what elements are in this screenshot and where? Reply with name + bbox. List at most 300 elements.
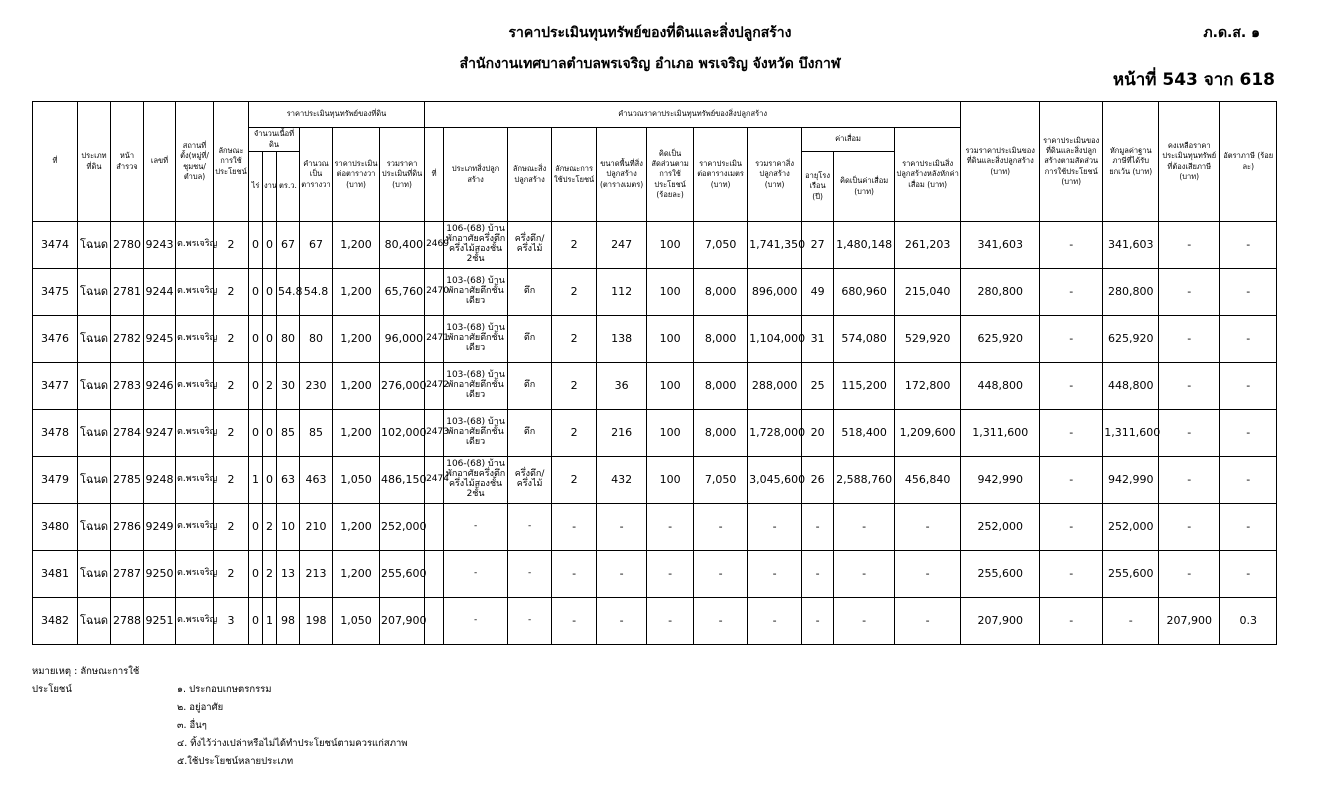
cell-ngan: 1 xyxy=(263,598,277,645)
cell-b-dep: 1,480,148 xyxy=(834,222,895,269)
cell-b-ratio: 100 xyxy=(647,269,694,316)
cell-usage: 2 xyxy=(214,269,249,316)
cell-b-type: 103-(68) บ้านพักอาศัยตึกชั้นเดียว xyxy=(444,410,508,457)
col-price-per-wa: ราคาประเมินต่อตารางวา (บาท) xyxy=(333,128,380,222)
cell-calc-wa: 210 xyxy=(300,504,333,551)
cell-b-ratio: 100 xyxy=(647,222,694,269)
note-item: ๒. อยู่อาศัย xyxy=(177,702,224,713)
col-survey-page: หน้าสำรวจ xyxy=(111,102,144,222)
cell-land-type: โฉนด xyxy=(78,410,111,457)
office-name: สำนักงานเทศบาลตำบลพรเจริญ อำเภอ พรเจริญ จังหวัด บึงกาฬ xyxy=(459,56,841,72)
cell-remain: - xyxy=(1159,457,1220,504)
cell-b-style: ตึก xyxy=(508,410,552,457)
cell-b-area: 36 xyxy=(597,363,647,410)
cell-location: ต.พรเจริญ xyxy=(176,457,214,504)
col-ngan: งาน xyxy=(263,152,277,222)
cell-remain: - xyxy=(1159,222,1220,269)
cell-rai: 0 xyxy=(249,410,263,457)
col-wa: ตร.ว. xyxy=(277,152,300,222)
cell-b-no: 2471 xyxy=(425,316,444,363)
cell-rai: 0 xyxy=(249,504,263,551)
cell-land-type: โฉนด xyxy=(78,363,111,410)
col-ratio-value: ราคาประเมินของที่ดินและสิ่งปลูกสร้างตามสัดส่วนการใช้ประโยชน์ (บาท) xyxy=(1040,102,1103,222)
cell-b-dep: - xyxy=(834,504,895,551)
cell-b-no: 2472 xyxy=(425,363,444,410)
cell-price-per-wa: 1,200 xyxy=(333,551,380,598)
cell-b-price-sqm: 7,050 xyxy=(694,457,748,504)
cell-deduct: 625,920 xyxy=(1103,316,1159,363)
col-b-usage: ลักษณะการใช้ประโยชน์ xyxy=(552,128,597,222)
cell-location: ต.พรเจริญ xyxy=(176,269,214,316)
cell-rai: 0 xyxy=(249,269,263,316)
cell-price-per-wa: 1,200 xyxy=(333,316,380,363)
cell-b-price-sqm: - xyxy=(694,504,748,551)
cell-b-after: 1,209,600 xyxy=(895,410,961,457)
cell-b-style: ครึ่งตึก/ครึ่งไม้ xyxy=(508,457,552,504)
col-no: ที่ xyxy=(33,102,78,222)
cell-rai: 0 xyxy=(249,598,263,645)
cell-land-type: โฉนด xyxy=(78,504,111,551)
col-b-dep: คิดเป็นค่าเสื่อม (บาท) xyxy=(834,152,895,222)
cell-land-type: โฉนด xyxy=(78,598,111,645)
cell-total: 280,800 xyxy=(961,269,1040,316)
cell-ratio-value: - xyxy=(1040,316,1103,363)
col-b-no: ที่ xyxy=(425,128,444,222)
cell-b-price-sqm: 8,000 xyxy=(694,410,748,457)
cell-rai: 1 xyxy=(249,457,263,504)
cell-ngan: 0 xyxy=(263,457,277,504)
cell-price-per-wa: 1,200 xyxy=(333,222,380,269)
cell-ratio-value: - xyxy=(1040,222,1103,269)
cell-b-usage: 2 xyxy=(552,222,597,269)
cell-ngan: 2 xyxy=(263,551,277,598)
cell-b-usage: 2 xyxy=(552,316,597,363)
cell-wa: 13 xyxy=(277,551,300,598)
table-row xyxy=(33,410,1329,457)
cell-wa: 80 xyxy=(277,316,300,363)
cell-b-price-sqm: - xyxy=(694,598,748,645)
col-location: สถานที่ตั้ง(หมู่ที่/ชุมชน/ตำบล) xyxy=(176,102,214,222)
col-b-style: ลักษณะสิ่งปลูกสร้าง xyxy=(508,128,552,222)
group-depreciation: ค่าเสื่อม xyxy=(802,128,895,152)
col-b-price-sqm: ราคาประเมินต่อตารางเมตร (บาท) xyxy=(694,128,748,222)
cell-rai: 0 xyxy=(249,222,263,269)
cell-b-style: - xyxy=(508,504,552,551)
cell-b-usage: 2 xyxy=(552,457,597,504)
group-area: จำนวนเนื้อที่ดิน xyxy=(249,128,300,152)
cell-b-dep: 115,200 xyxy=(834,363,895,410)
cell-b-price-sqm: 8,000 xyxy=(694,363,748,410)
cell-wa: 63 xyxy=(277,457,300,504)
cell-land-total: 65,760 xyxy=(380,269,425,316)
cell-ratio-value: - xyxy=(1040,363,1103,410)
cell-land-total: 252,000 xyxy=(380,504,425,551)
cell-calc-wa: 463 xyxy=(300,457,333,504)
cell-ngan: 0 xyxy=(263,316,277,363)
cell-total: 625,920 xyxy=(961,316,1040,363)
cell-ngan: 0 xyxy=(263,222,277,269)
cell-tax-rate: - xyxy=(1220,457,1277,504)
cell-b-no xyxy=(425,504,444,551)
note-item: ๑. ประกอบเกษตรกรรม xyxy=(177,684,272,695)
cell-number: 9251 xyxy=(144,598,176,645)
cell-location: ต.พรเจริญ xyxy=(176,551,214,598)
cell-usage: 2 xyxy=(214,316,249,363)
col-b-total: รวมราคาสิ่งปลูกสร้าง (บาท) xyxy=(748,128,802,222)
cell-b-after: 215,040 xyxy=(895,269,961,316)
note-item: ๔. ทิ้งไว้ว่างเปล่าหรือไม่ได้ทำประโยชน์ตามควรแก่สภาพ xyxy=(177,738,408,749)
cell-location: ต.พรเจริญ xyxy=(176,598,214,645)
cell-b-style: - xyxy=(508,598,552,645)
cell-b-age: 31 xyxy=(802,316,834,363)
cell-no: 3481 xyxy=(33,551,78,598)
cell-land-total: 486,150 xyxy=(380,457,425,504)
cell-ratio-value: - xyxy=(1040,598,1103,645)
cell-b-dep: 574,080 xyxy=(834,316,895,363)
col-calc-wa: คำนวณเป็นตารางวา xyxy=(300,128,333,222)
cell-number: 9249 xyxy=(144,504,176,551)
cell-wa: 85 xyxy=(277,410,300,457)
cell-land-type: โฉนด xyxy=(78,551,111,598)
cell-survey-page: 2783 xyxy=(111,363,144,410)
cell-survey-page: 2784 xyxy=(111,410,144,457)
table-row xyxy=(33,269,1329,316)
cell-b-price-sqm: 8,000 xyxy=(694,269,748,316)
cell-no: 3476 xyxy=(33,316,78,363)
col-tax-rate: อัตราภาษี (ร้อยละ) xyxy=(1220,102,1277,222)
notes-label: หมายเหตุ : ลักษณะการใช้ประโยชน์ xyxy=(32,666,140,695)
cell-b-ratio: - xyxy=(647,504,694,551)
cell-deduct: 341,603 xyxy=(1103,222,1159,269)
cell-b-usage: - xyxy=(552,504,597,551)
cell-b-age: 25 xyxy=(802,363,834,410)
cell-b-price-sqm: - xyxy=(694,551,748,598)
cell-rai: 0 xyxy=(249,551,263,598)
col-rai: ไร่ xyxy=(249,152,263,222)
cell-deduct: 448,800 xyxy=(1103,363,1159,410)
cell-number: 9245 xyxy=(144,316,176,363)
cell-survey-page: 2787 xyxy=(111,551,144,598)
cell-land-type: โฉนด xyxy=(78,269,111,316)
cell-deduct: 252,000 xyxy=(1103,504,1159,551)
cell-total: 1,311,600 xyxy=(961,410,1040,457)
cell-b-total: 3,045,600 xyxy=(748,457,802,504)
cell-b-total: 1,741,350 xyxy=(748,222,802,269)
cell-land-total: 276,000 xyxy=(380,363,425,410)
cell-b-usage: - xyxy=(552,598,597,645)
cell-b-area: - xyxy=(597,504,647,551)
cell-no: 3477 xyxy=(33,363,78,410)
cell-usage: 2 xyxy=(214,504,249,551)
cell-survey-page: 2786 xyxy=(111,504,144,551)
cell-tax-rate: - xyxy=(1220,363,1277,410)
cell-tax-rate: - xyxy=(1220,410,1277,457)
cell-total: 255,600 xyxy=(961,551,1040,598)
cell-price-per-wa: 1,200 xyxy=(333,269,380,316)
cell-no: 3474 xyxy=(33,222,78,269)
cell-remain: - xyxy=(1159,269,1220,316)
cell-location: ต.พรเจริญ xyxy=(176,316,214,363)
cell-remain: - xyxy=(1159,504,1220,551)
col-usage: ลักษณะการใช้ประโยชน์ xyxy=(214,102,249,222)
cell-b-type: 106-(68) บ้านพักอาศัยครึ่งตึกครึ่งไม้สองชั้น 2ชั้น xyxy=(444,222,508,269)
cell-total: 448,800 xyxy=(961,363,1040,410)
cell-survey-page: 2781 xyxy=(111,269,144,316)
cell-b-dep: 2,588,760 xyxy=(834,457,895,504)
table-row xyxy=(33,316,1329,363)
cell-b-no: 2474 xyxy=(425,457,444,504)
cell-survey-page: 2785 xyxy=(111,457,144,504)
cell-b-after: 261,203 xyxy=(895,222,961,269)
cell-b-price-sqm: 7,050 xyxy=(694,222,748,269)
cell-calc-wa: 85 xyxy=(300,410,333,457)
table-row xyxy=(33,551,1329,598)
cell-rai: 0 xyxy=(249,363,263,410)
cell-price-per-wa: 1,200 xyxy=(333,410,380,457)
cell-number: 9250 xyxy=(144,551,176,598)
cell-b-total: - xyxy=(748,551,802,598)
cell-b-dep: - xyxy=(834,551,895,598)
cell-ngan: 0 xyxy=(263,269,277,316)
cell-b-no: 2470 xyxy=(425,269,444,316)
table-row xyxy=(33,598,1329,645)
cell-number: 9244 xyxy=(144,269,176,316)
cell-ratio-value: - xyxy=(1040,504,1103,551)
group-building: คำนวณราคาประเมินทุนทรัพย์ของสิ่งปลูกสร้าง xyxy=(425,102,961,128)
col-number: เลขที่ xyxy=(144,102,176,222)
cell-ngan: 2 xyxy=(263,363,277,410)
cell-land-total: 207,900 xyxy=(380,598,425,645)
cell-b-no xyxy=(425,551,444,598)
cell-b-area: 247 xyxy=(597,222,647,269)
cell-b-type: - xyxy=(444,598,508,645)
cell-wa: 54.8 xyxy=(277,269,300,316)
cell-location: ต.พรเจริญ xyxy=(176,363,214,410)
cell-ratio-value: - xyxy=(1040,410,1103,457)
cell-tax-rate: - xyxy=(1220,551,1277,598)
cell-b-area: 112 xyxy=(597,269,647,316)
table-row xyxy=(33,363,1329,410)
cell-calc-wa: 213 xyxy=(300,551,333,598)
col-b-age: อายุโรงเรือน (ปี) xyxy=(802,152,834,222)
cell-calc-wa: 54.8 xyxy=(300,269,333,316)
table-body xyxy=(33,222,1329,645)
col-remain: คงเหลือราคาประเมินทุนทรัพย์ที่ต้องเสียภาษี (บาท) xyxy=(1159,102,1220,222)
cell-tax-rate: - xyxy=(1220,222,1277,269)
cell-usage: 2 xyxy=(214,222,249,269)
cell-survey-page: 2788 xyxy=(111,598,144,645)
col-b-area: ขนาดพื้นที่สิ่งปลูกสร้าง (ตารางเมตร) xyxy=(597,128,647,222)
cell-b-ratio: 100 xyxy=(647,410,694,457)
cell-land-total: 255,600 xyxy=(380,551,425,598)
col-deduct: หักมูลค่าฐานภาษีที่ได้รับยกเว้น (บาท) xyxy=(1103,102,1159,222)
cell-ratio-value: - xyxy=(1040,551,1103,598)
cell-b-area: - xyxy=(597,551,647,598)
cell-calc-wa: 198 xyxy=(300,598,333,645)
cell-calc-wa: 80 xyxy=(300,316,333,363)
cell-rai: 0 xyxy=(249,316,263,363)
cell-land-type: โฉนด xyxy=(78,222,111,269)
cell-b-usage: 2 xyxy=(552,269,597,316)
col-land-total: รวมราคาประเมินที่ดิน (บาท) xyxy=(380,128,425,222)
cell-tax-rate: 0.3 xyxy=(1220,598,1277,645)
cell-b-type: 106-(68) บ้านพักอาศัยครึ่งตึกครึ่งไม้สองชั้น 2ชั้น xyxy=(444,457,508,504)
cell-b-after: 172,800 xyxy=(895,363,961,410)
cell-tax-rate: - xyxy=(1220,504,1277,551)
cell-location: ต.พรเจริญ xyxy=(176,410,214,457)
cell-remain: - xyxy=(1159,363,1220,410)
cell-b-usage: 2 xyxy=(552,363,597,410)
col-b-type: ประเภทสิ่งปลูกสร้าง xyxy=(444,128,508,222)
cell-b-style: ตึก xyxy=(508,316,552,363)
cell-wa: 10 xyxy=(277,504,300,551)
cell-b-price-sqm: 8,000 xyxy=(694,316,748,363)
cell-price-per-wa: 1,050 xyxy=(333,598,380,645)
cell-calc-wa: 230 xyxy=(300,363,333,410)
cell-b-total: - xyxy=(748,504,802,551)
cell-wa: 98 xyxy=(277,598,300,645)
cell-deduct: 1,311,600 xyxy=(1103,410,1159,457)
cell-b-total: 1,104,000 xyxy=(748,316,802,363)
cell-b-age: - xyxy=(802,504,834,551)
cell-no: 3478 xyxy=(33,410,78,457)
cell-b-total: - xyxy=(748,598,802,645)
col-b-after: ราคาประเมินสิ่งปลูกสร้างหลังหักค่าเสื่อม (บาท) xyxy=(895,128,961,222)
cell-usage: 2 xyxy=(214,551,249,598)
note-item: ๓. อื่นๆ xyxy=(177,720,207,731)
cell-ngan: 2 xyxy=(263,504,277,551)
cell-no: 3480 xyxy=(33,504,78,551)
cell-total: 942,990 xyxy=(961,457,1040,504)
cell-total: 341,603 xyxy=(961,222,1040,269)
cell-b-ratio: - xyxy=(647,598,694,645)
cell-number: 9246 xyxy=(144,363,176,410)
cell-deduct: 255,600 xyxy=(1103,551,1159,598)
cell-b-after: 456,840 xyxy=(895,457,961,504)
cell-ratio-value: - xyxy=(1040,457,1103,504)
cell-location: ต.พรเจริญ xyxy=(176,504,214,551)
cell-ngan: 0 xyxy=(263,410,277,457)
cell-b-area: 138 xyxy=(597,316,647,363)
cell-b-no: 2469 xyxy=(425,222,444,269)
cell-b-usage: 2 xyxy=(552,410,597,457)
assessment-table xyxy=(32,101,1329,645)
cell-usage: 2 xyxy=(214,363,249,410)
col-total: รวมราคาประเมินของที่ดินและสิ่งปลูกสร้าง (บาท) xyxy=(961,102,1040,222)
cell-survey-page: 2780 xyxy=(111,222,144,269)
cell-land-type: โฉนด xyxy=(78,457,111,504)
cell-remain: - xyxy=(1159,316,1220,363)
cell-b-ratio: 100 xyxy=(647,316,694,363)
cell-b-age: 20 xyxy=(802,410,834,457)
cell-b-after: 529,920 xyxy=(895,316,961,363)
cell-b-no xyxy=(425,598,444,645)
cell-usage: 3 xyxy=(214,598,249,645)
cell-b-age: 26 xyxy=(802,457,834,504)
cell-b-type: 103-(68) บ้านพักอาศัยตึกชั้นเดียว xyxy=(444,269,508,316)
cell-land-total: 102,000 xyxy=(380,410,425,457)
cell-no: 3475 xyxy=(33,269,78,316)
cell-b-type: - xyxy=(444,551,508,598)
cell-total: 207,900 xyxy=(961,598,1040,645)
cell-usage: 2 xyxy=(214,410,249,457)
cell-b-type: 103-(68) บ้านพักอาศัยตึกชั้นเดียว xyxy=(444,316,508,363)
document-title: ราคาประเมินทุนทรัพย์ของที่ดินและสิ่งปลูกสร้าง xyxy=(508,25,792,41)
cell-b-total: 1,728,000 xyxy=(748,410,802,457)
col-b-ratio: คิดเป็นสัดส่วนตามการใช้ประโยชน์ (ร้อยละ) xyxy=(647,128,694,222)
cell-b-dep: 518,400 xyxy=(834,410,895,457)
cell-deduct: 280,800 xyxy=(1103,269,1159,316)
cell-b-ratio: 100 xyxy=(647,457,694,504)
cell-b-style: ตึก xyxy=(508,269,552,316)
cell-location: ต.พรเจริญ xyxy=(176,222,214,269)
cell-b-age: 49 xyxy=(802,269,834,316)
cell-land-total: 96,000 xyxy=(380,316,425,363)
cell-price-per-wa: 1,200 xyxy=(333,504,380,551)
cell-land-total: 80,400 xyxy=(380,222,425,269)
cell-remain: - xyxy=(1159,551,1220,598)
cell-b-area: 432 xyxy=(597,457,647,504)
cell-survey-page: 2782 xyxy=(111,316,144,363)
cell-remain: - xyxy=(1159,410,1220,457)
cell-b-total: 288,000 xyxy=(748,363,802,410)
cell-b-age: 27 xyxy=(802,222,834,269)
cell-land-type: โฉนด xyxy=(78,316,111,363)
cell-price-per-wa: 1,200 xyxy=(333,363,380,410)
page-number: หน้าที่ 543 จาก 618 xyxy=(1112,70,1275,90)
cell-b-age: - xyxy=(802,598,834,645)
cell-b-type: - xyxy=(444,504,508,551)
table-row xyxy=(33,222,1329,269)
cell-b-area: 216 xyxy=(597,410,647,457)
group-land: ราคาประเมินทุนทรัพย์ของที่ดิน xyxy=(249,102,425,128)
cell-b-after: - xyxy=(895,504,961,551)
cell-b-dep: 680,960 xyxy=(834,269,895,316)
cell-no: 3479 xyxy=(33,457,78,504)
cell-calc-wa: 67 xyxy=(300,222,333,269)
table-row xyxy=(33,457,1329,504)
table-row xyxy=(33,504,1329,551)
cell-b-dep: - xyxy=(834,598,895,645)
cell-number: 9243 xyxy=(144,222,176,269)
cell-b-ratio: - xyxy=(647,551,694,598)
cell-b-usage: - xyxy=(552,551,597,598)
cell-b-after: - xyxy=(895,551,961,598)
cell-number: 9248 xyxy=(144,457,176,504)
cell-b-total: 896,000 xyxy=(748,269,802,316)
cell-b-no: 2473 xyxy=(425,410,444,457)
cell-b-age: - xyxy=(802,551,834,598)
cell-no: 3482 xyxy=(33,598,78,645)
note-item: ๕.ใช้ประโยชน์หลายประเภท xyxy=(177,756,294,767)
cell-remain: 207,900 xyxy=(1159,598,1220,645)
col-land-type: ประเภทที่ดิน xyxy=(78,102,111,222)
cell-tax-rate: - xyxy=(1220,269,1277,316)
cell-b-after: - xyxy=(895,598,961,645)
notes xyxy=(32,663,408,771)
cell-price-per-wa: 1,050 xyxy=(333,457,380,504)
form-code: ภ.ด.ส. ๑ xyxy=(1203,25,1260,41)
cell-b-ratio: 100 xyxy=(647,363,694,410)
cell-b-style: ตึก xyxy=(508,363,552,410)
cell-b-area: - xyxy=(597,598,647,645)
cell-b-style: - xyxy=(508,551,552,598)
cell-deduct: - xyxy=(1103,598,1159,645)
cell-total: 252,000 xyxy=(961,504,1040,551)
cell-deduct: 942,990 xyxy=(1103,457,1159,504)
cell-b-type: 103-(68) บ้านพักอาศัยตึกชั้นเดียว xyxy=(444,363,508,410)
cell-usage: 2 xyxy=(214,457,249,504)
